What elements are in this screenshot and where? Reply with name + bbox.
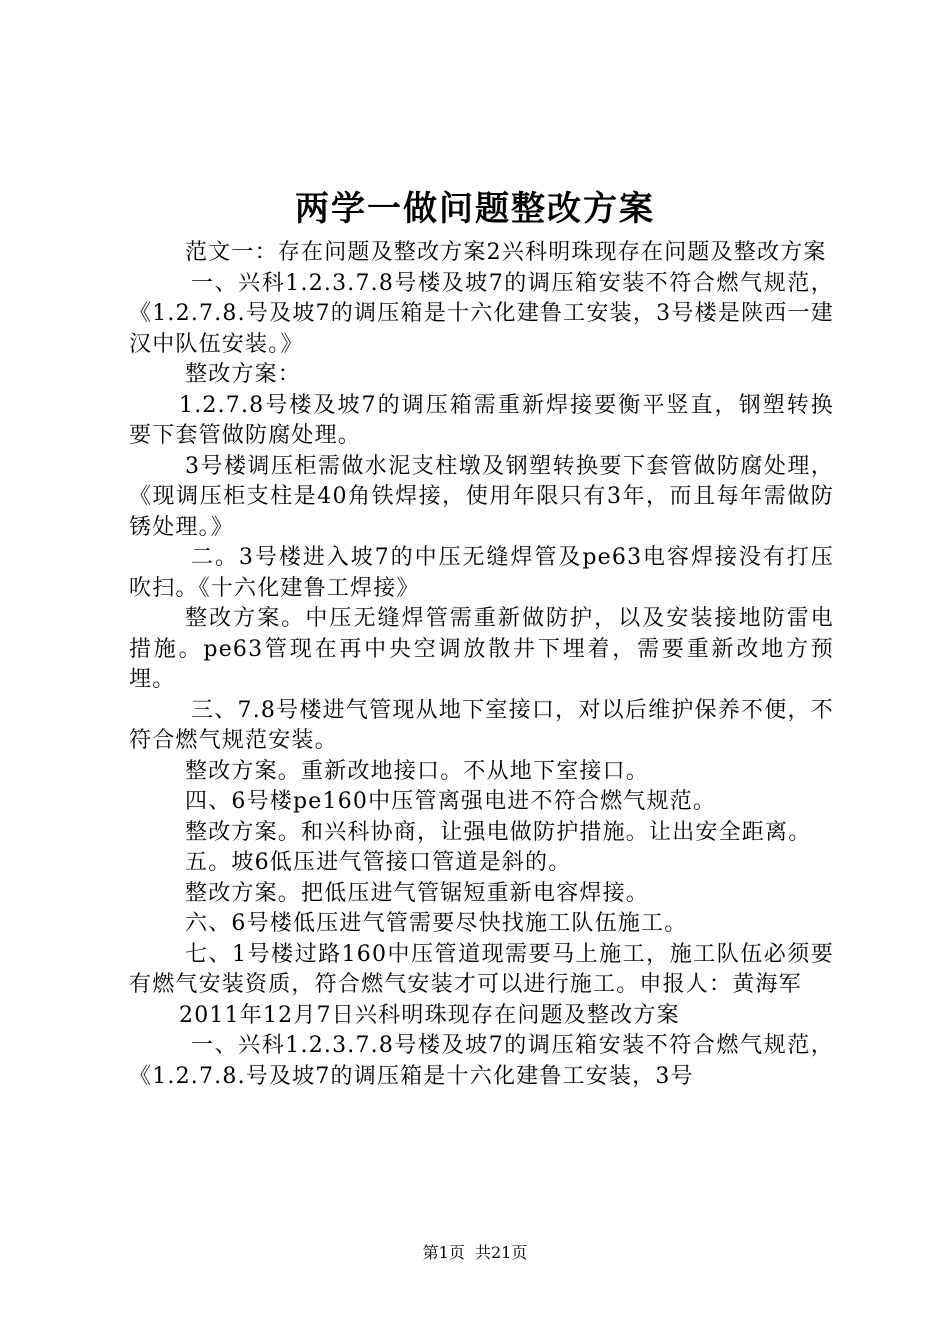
- paragraph-plan-5: 整改方案。和兴科协商，让强电做防护措施。让出安全距离。: [185, 819, 812, 845]
- paragraph-issue-7: 七、1号楼过路160中压管道现需要马上施工，施工队伍必须要有燃气安装资质，符合燃气安装才可以进行施工。申报人：黄海军: [129, 941, 834, 997]
- paragraph-plan-1: 1.2.7.8号楼及坡7的调压箱需重新焊接要衡平竖直，钢塑转换要下套管做防腐处理。: [129, 392, 834, 448]
- page-footer: 第1页 共21页: [422, 1243, 528, 1262]
- paragraph-intro: 范文一：存在问题及整改方案2兴科明珠现存在问题及整改方案: [185, 240, 827, 265]
- paragraph-date-heading: 2011年12月7日兴科明珠现存在问题及整改方案: [179, 1002, 680, 1028]
- paragraph-issue-6: 六、6号楼低压进气管需要尽快找施工队伍施工。: [185, 911, 688, 936]
- paragraph-plan-label: 整改方案：: [185, 362, 302, 387]
- paragraph-issue-3: 三、7.8号楼进气管现从地下室接口，对以后维护保养不便，不符合燃气规范安装。: [129, 697, 834, 753]
- paragraph-plan-2: 3号楼调压柜需做水泥支柱墩及钢塑转换要下套管做防腐处理，《现调压柜支柱是40角铁焊接，使用年限只有3年，而且每年需做防锈处理。》: [129, 453, 834, 540]
- paragraph-plan-4: 整改方案。重新改地接口。不从地下室接口。: [185, 758, 650, 784]
- paragraph-issue-4: 四、6号楼pe160中压管离强电进不符合燃气规范。: [185, 789, 717, 814]
- paragraph-plan-6: 整改方案。把低压进气管锯短重新电容焊接。: [185, 880, 650, 906]
- paragraph-issue-5: 五。坡6低压进气管接口管道是斜的。: [185, 850, 572, 875]
- document-title: 两学一做问题整改方案: [295, 189, 655, 229]
- paragraph-issue-1: 一、兴科1.2.3.7.8号楼及坡7的调压箱安装不符合燃气规范，《1.2.7.8.号及坡7的调压箱是十六化建鲁工安装，3号楼是陕西一建汉中队伍安装。》: [129, 270, 834, 357]
- paragraph-issue-2: 二。3号楼进入坡7的中压无缝焊管及pe63电容焊接没有打压吹扫。《十六化建鲁工焊接》: [129, 545, 834, 601]
- document-body: [129, 238, 834, 1092]
- paragraph-plan-3: 整改方案。中压无缝焊管需重新做防护，以及安装接地防雷电措施。pe63管现在再中央空调放散井下埋着，需要重新改地方预埋。: [129, 606, 834, 692]
- paragraph-issue-1-repeat: 一、兴科1.2.3.7.8号楼及坡7的调压箱安装不符合燃气规范，《1.2.7.8.号及坡7的调压箱是十六化建鲁工安装，3号: [129, 1033, 834, 1089]
